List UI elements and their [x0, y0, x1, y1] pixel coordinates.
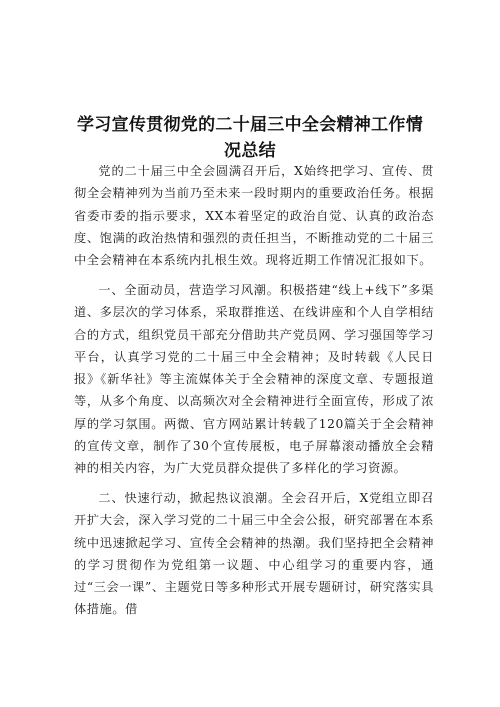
paragraph-intro: 党的二十届三中全会圆满召开后，X始终把学习、宣传、贯彻全会精神列为当前乃至未来一段时期内的重要政治任务。根据省委市委的指示要求，XX本着坚定的政治自觉、认真的政治态度、饱满的政治热情和强烈的责任担当，不断推动党的二十届三中全会精神在本系统内扎根生效。现将近期工作情况汇报如下。 — [74, 164, 434, 268]
paragraph-section-one: 一、全面动员，营造学习风潮。积极搭建“线上+线下”多渠道、多层次的学习体系，采取群推送、在线讲座和个人自学相结合的方式，组织党员干部充分借助共产党员网、学习强国等学习平台，认真学习党的二十届三中全会精神；及时转载《人民日报》《新华社》等主流媒体关于全会精神的深度文章、专题报道等，从多个角度、以高频次对全会精神进行全面宣传，形成了浓厚的学习氛围。两微、官方网站累计转载了120篇关于全会精神的宣传文章，制作了30个宣传展板，电子屏幕滚动播放全会精神的相关内容，为广大党员群众提供了多样化的学习资源。 — [74, 283, 434, 476]
document-title: 学习宣传贯彻党的二十届三中全会精神工作情况总结 — [77, 115, 423, 161]
paragraph-section-two: 二、快速行动，掀起热议浪潮。全会召开后，X党组立即召开扩大会，深入学习党的二十届三中全会公报，研究部署在本系统中迅速掀起学习、宣传全会精神的热潮。我们坚持把全会精神的学习贯彻作为党组第一议题、中心组学习的重要内容，通过“三会一课”、主题党日等多种形式开展专题研讨，研究落实具体措施。借 — [74, 491, 434, 617]
